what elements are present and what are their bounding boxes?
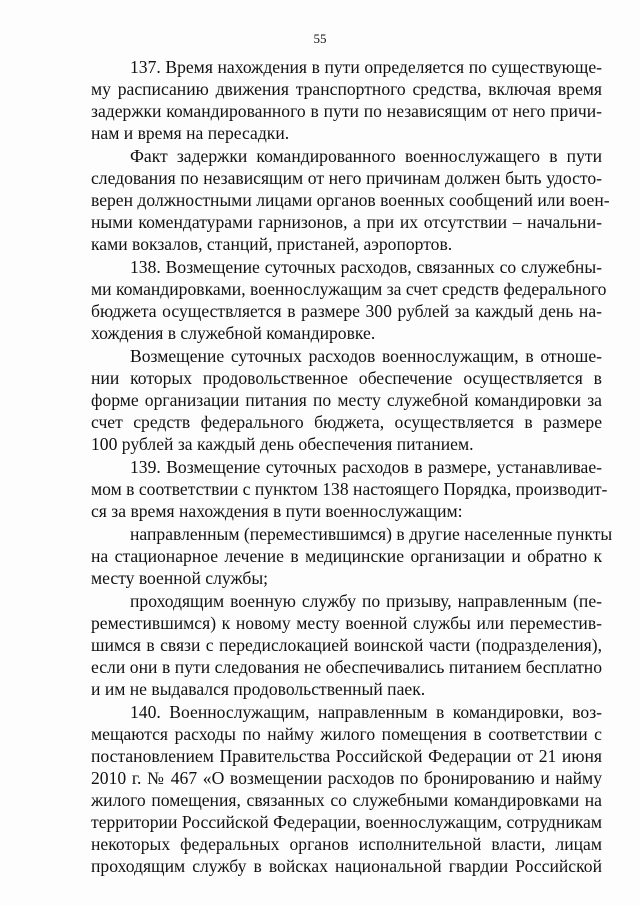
- text-line: мом в соответствии с пунктом 138 настоящего Порядка, производит-: [91, 479, 608, 499]
- text-line: если они в пути следования не обеспечивались питанием бесплатно: [91, 657, 602, 677]
- text-line: нии которых продовольственное обеспечение осуществляется в: [91, 368, 602, 388]
- text-line: Факт задержки командированного военнослужащего в пути: [130, 146, 602, 166]
- text-line: ми командировками, военнослужащим за счет средств федерального: [91, 279, 607, 299]
- text-line: направленным (переместившимся) в другие населенные пункты: [130, 524, 613, 544]
- text-line: жилого помещения, связанных со служебными командировками на: [91, 790, 602, 810]
- text-line: мещаются расходы по найму жилого помещения в соответствии с: [91, 724, 602, 744]
- text-line: территории Российской Федерации, военнослужащим, сотрудникам: [91, 812, 602, 832]
- text-line: некоторых федеральных органов исполнительной власти, лицам: [91, 834, 602, 854]
- text-line: на стационарное лечение в медицинские организации и обратно к: [91, 546, 602, 566]
- text-line: нам и время на пересадки.: [91, 123, 290, 143]
- text-line: Возмещение суточных расходов военнослужащим, в отноше-: [130, 346, 602, 366]
- text-line: хождения в служебной командировке.: [91, 323, 376, 343]
- text-line: бюджета осуществляется в размере 300 рублей за каждый день на-: [91, 301, 602, 321]
- text-line: ся за время нахождения в пути военнослужащим:: [91, 501, 463, 521]
- text-line: 137. Время нахождения в пути определяется по существующе-: [130, 57, 602, 77]
- text-line: 140. Военнослужащим, направленным в командировки, воз-: [130, 702, 602, 722]
- text-line: задержки командированного в пути по независящим от него причи-: [91, 101, 602, 121]
- text-line: 100 рублей за каждый день обеспечения питанием.: [91, 434, 474, 454]
- text-line: 139. Возмещение суточных расходов в размере, устанавливае-: [130, 457, 602, 477]
- text-line: верен должностными лицами органов военных сообщений или воен-: [91, 190, 610, 210]
- text-line: проходящим службу в войсках национальной гвардии Российской: [91, 856, 602, 876]
- page-number: 55: [313, 31, 327, 46]
- text-line: постановлением Правительства Российской Федерации от 21 июня: [91, 746, 602, 766]
- text-line: му расписанию движения транспортного средства, включая время: [91, 79, 602, 99]
- text-line: месту военной службы;: [91, 568, 269, 588]
- text-line: и им не выдавался продовольственный паек.: [91, 679, 426, 699]
- text-line: проходящим военную службу по призыву, направленным (пе-: [130, 591, 602, 611]
- text-line: 2010 г. № 467 «О возмещении расходов по бронированию и найму: [91, 768, 602, 788]
- text-line: ками вокзалов, станций, пристаней, аэропортов.: [91, 234, 453, 254]
- text-line: форме организации питания по месту служебной командировки за: [91, 390, 602, 410]
- text-line: ными комендатурами гарнизонов, а при их отсутствии – начальни-: [91, 212, 602, 232]
- text-line: реместившимся) к новому месту военной службы или переместив-: [91, 613, 602, 633]
- text-line: следования по независящим от него причинам должен быть удосто-: [91, 168, 602, 188]
- text-line: 138. Возмещение суточных расходов, связанных со служебны-: [130, 257, 602, 277]
- text-line: шимся в связи с передислокацией воинской части (подразделения),: [91, 635, 602, 655]
- text-line: счет средств федерального бюджета, осуществляется в размере: [91, 412, 602, 432]
